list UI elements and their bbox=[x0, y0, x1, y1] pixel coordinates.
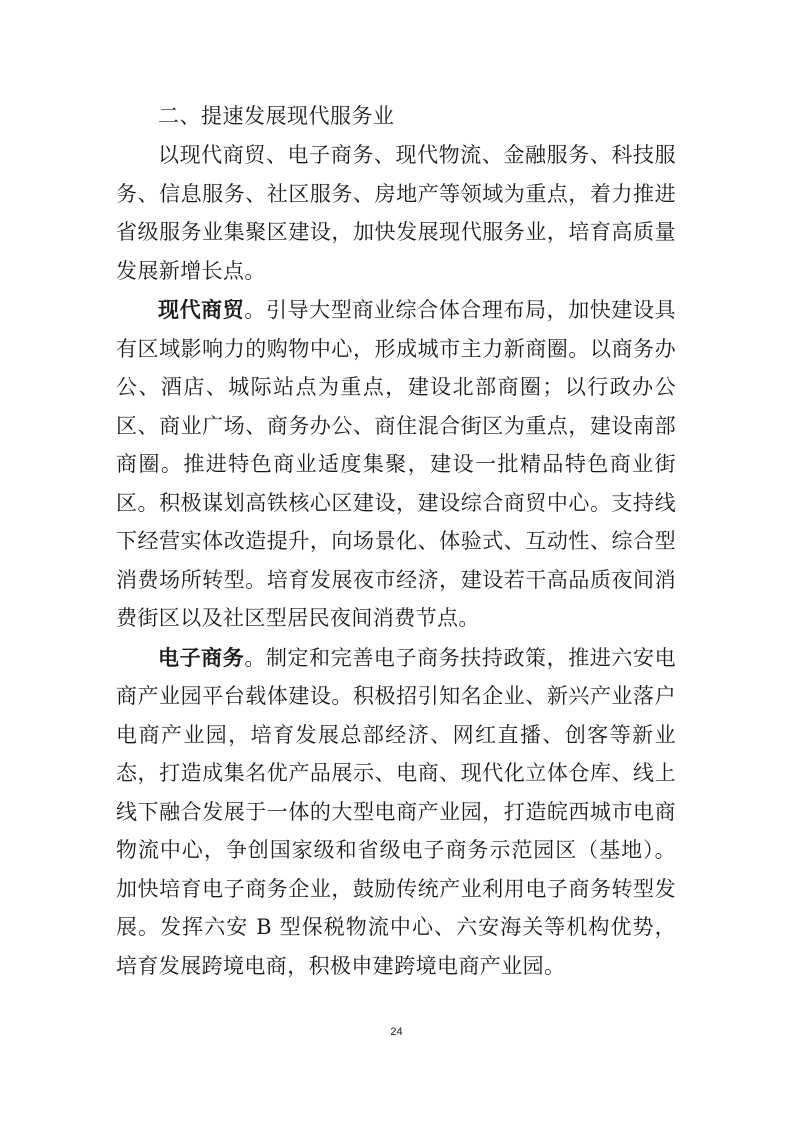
page-number: 24 bbox=[390, 1026, 403, 1038]
document-body bbox=[116, 96, 676, 985]
section-heading: 二、提速发展现代服务业 bbox=[158, 104, 395, 128]
trade-lead-term: 现代商贸 bbox=[158, 297, 245, 322]
ecommerce-body-text: 。制定和完善电子商务扶持政策，推进六安电商产业园平台载体建设。积极招引知名企业、新兴产业落户电商产业园，培育发展总部经济、网红直播、创客等新业态，打造成集名优产品展示、电商、现代化立体仓库、线上线下融合发展于一体的大型电商产业园，打造皖西城市电商物流中心，争创国家级和省级电子商务示范园区（基地）。加快培育电子商务企业，鼓励传统产业利用电子商务转型发展。发挥六安 B 型保税物流中心、六安海关等机构优势，培育发展跨境电商，积极申建跨境电商产业园。 bbox=[116, 645, 677, 978]
trade-paragraph bbox=[116, 291, 676, 638]
intro-paragraph: 以现代商贸、电子商务、现代物流、金融服务、科技服务、信息服务、社区服务、房地产等领域为重点，着力推进省级服务业集聚区建设，加快发展现代服务业，培育高质量发展新增长点。 bbox=[116, 143, 676, 283]
trade-body-text: 。引导大型商业综合体合理布局，加快建设具有区域影响力的购物中心，形成城市主力新商圈。以商务办公、酒店、城际站点为重点，建设北部商圈；以行政办公区、商业广场、商务办公、商住混合街区为重点，建设南部商圈。推进特色商业适度集聚，建设一批精品特色商业街区。积极谋划高铁核心区建设，建设综合商贸中心。支持线下经营实体改造提升，向场景化、体验式、互动性、综合型消费场所转型。培育发展夜市经济，建设若干高品质夜间消费街区以及社区型居民夜间消费节点。 bbox=[116, 298, 677, 630]
ecommerce-lead-term: 电子商务 bbox=[158, 644, 245, 670]
ecommerce-paragraph bbox=[116, 639, 676, 986]
